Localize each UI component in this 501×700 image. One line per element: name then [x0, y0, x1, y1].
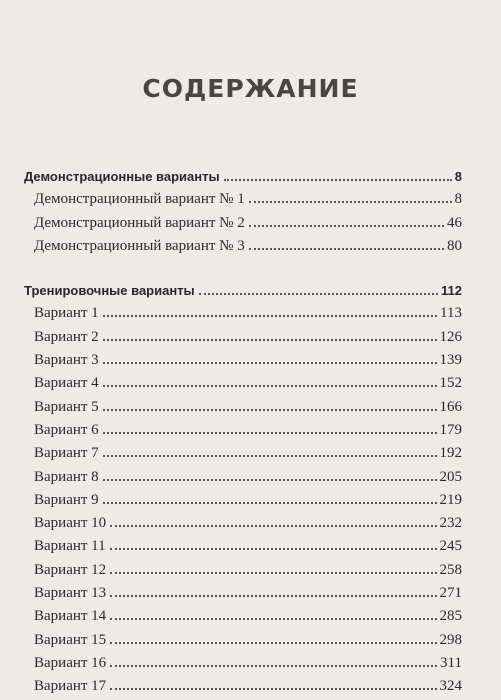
toc-page-number: 46	[447, 214, 462, 231]
toc-page-number: 258	[439, 561, 462, 578]
toc-item[interactable]	[24, 302, 462, 325]
dot-leader	[103, 350, 437, 364]
toc-page-number: 219	[439, 491, 462, 508]
toc-page-number: 166	[439, 398, 462, 415]
toc-page-number: 245	[439, 538, 462, 555]
dot-leader	[103, 373, 437, 387]
toc-item-label: Вариант 7	[34, 445, 99, 462]
toc-page-number: 8	[454, 169, 462, 184]
toc-item[interactable]	[24, 675, 462, 698]
toc-item-label: Вариант 8	[34, 468, 99, 485]
toc-item[interactable]	[24, 605, 462, 628]
toc-item[interactable]	[24, 419, 462, 442]
toc-item-label: Вариант 15	[34, 631, 107, 648]
dot-leader	[103, 490, 437, 504]
toc-page-number: 232	[439, 515, 462, 532]
toc-item[interactable]	[24, 442, 462, 465]
toc-item[interactable]	[24, 489, 462, 512]
toc-item[interactable]	[24, 652, 462, 675]
toc-item[interactable]	[24, 212, 462, 235]
toc-item[interactable]	[24, 559, 462, 582]
toc-section-training[interactable]	[24, 279, 462, 302]
dot-leader	[110, 513, 436, 527]
toc-item-label: Вариант 3	[34, 352, 99, 369]
toc-page-number: 112	[441, 283, 462, 299]
dot-leader	[110, 536, 437, 550]
toc-item-label: Демонстрационный вариант № 1	[34, 191, 245, 208]
toc-item[interactable]	[24, 466, 462, 489]
dot-leader	[110, 606, 436, 620]
toc-page-number: 80	[447, 237, 462, 254]
toc-page-number: 139	[439, 352, 462, 369]
toc-item[interactable]	[24, 235, 462, 258]
toc-section-label: Демонстрационные варианты	[24, 169, 220, 184]
toc-section-label: Тренировочные варианты	[24, 283, 195, 299]
toc-page-number: 324	[439, 678, 462, 695]
toc-section-demo[interactable]	[24, 165, 462, 188]
dot-leader	[110, 560, 436, 574]
toc-item-label: Вариант 1	[34, 305, 99, 322]
toc-item-label: Демонстрационный вариант № 3	[34, 237, 245, 254]
table-of-contents	[24, 165, 462, 699]
dot-leader	[103, 420, 437, 434]
toc-item-label: Вариант 4	[34, 375, 99, 392]
dot-leader	[103, 303, 437, 317]
toc-item-label: Вариант 2	[34, 328, 99, 345]
dot-leader	[249, 236, 444, 250]
dot-leader	[103, 397, 437, 411]
dot-leader	[103, 443, 437, 457]
toc-page-number: 113	[440, 305, 462, 322]
toc-item-label: Вариант 11	[34, 538, 106, 555]
dot-leader	[103, 327, 437, 341]
toc-item-label: Демонстрационный вариант № 2	[34, 214, 245, 231]
toc-page-number: 298	[439, 631, 462, 648]
toc-item-label: Вариант 12	[34, 561, 107, 578]
dot-leader	[249, 189, 452, 203]
toc-item-label: Вариант 5	[34, 398, 99, 415]
toc-item-label: Вариант 14	[34, 608, 107, 625]
toc-item[interactable]	[24, 396, 462, 419]
toc-item-label: Вариант 6	[34, 421, 99, 438]
dot-leader	[103, 467, 437, 481]
toc-page-number: 311	[440, 654, 462, 671]
page-title: СОДЕРЖАНИЕ	[142, 74, 359, 103]
dot-leader	[110, 583, 436, 597]
dot-leader	[110, 630, 436, 644]
toc-page-number: 126	[439, 328, 462, 345]
dot-leader	[110, 676, 436, 690]
toc-item[interactable]	[24, 326, 462, 349]
toc-page-number: 205	[439, 468, 462, 485]
dot-leader	[249, 213, 444, 227]
toc-item[interactable]	[24, 512, 462, 535]
toc-page-number: 285	[439, 608, 462, 625]
toc-item[interactable]	[24, 629, 462, 652]
toc-page-number: 8	[454, 191, 462, 208]
dot-leader	[110, 653, 437, 667]
toc-item-label: Вариант 16	[34, 654, 107, 671]
toc-item-label: Вариант 17	[34, 678, 107, 695]
toc-item[interactable]	[24, 372, 462, 395]
toc-page-number: 192	[439, 445, 462, 462]
toc-item[interactable]	[24, 188, 462, 211]
toc-item[interactable]	[24, 582, 462, 605]
toc-item-label: Вариант 10	[34, 515, 107, 532]
dot-leader	[224, 167, 452, 181]
dot-leader	[199, 281, 438, 295]
toc-item-label: Вариант 9	[34, 491, 99, 508]
toc-page-number: 179	[439, 421, 462, 438]
toc-item-label: Вариант 13	[34, 585, 107, 602]
toc-page-number: 271	[439, 585, 462, 602]
toc-page-number: 152	[439, 375, 462, 392]
section-gap	[24, 258, 462, 279]
toc-item[interactable]	[24, 535, 462, 558]
toc-item[interactable]	[24, 349, 462, 372]
